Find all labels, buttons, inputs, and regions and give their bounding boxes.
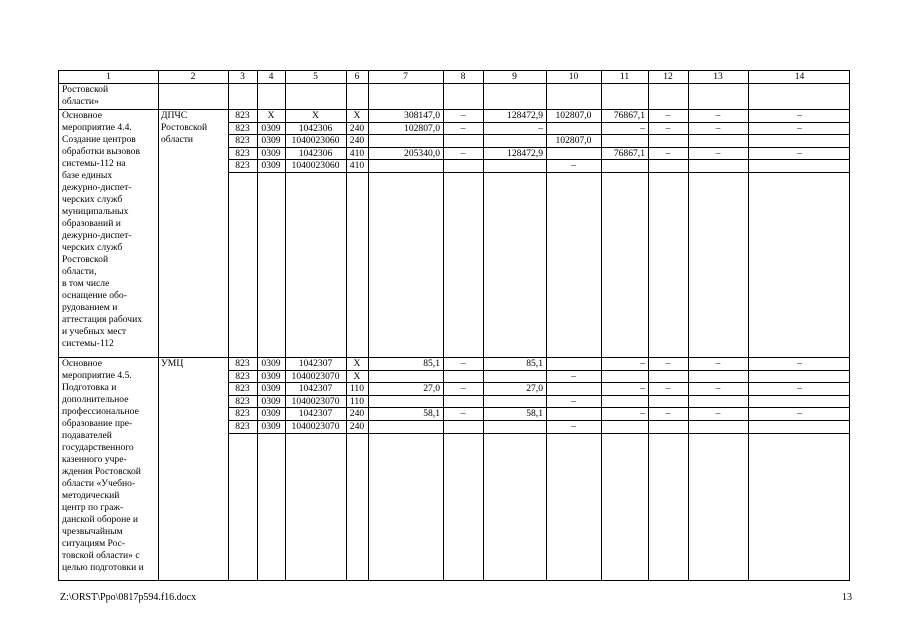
table-cell: – [715, 110, 721, 121]
table-cell: 110 [349, 395, 365, 407]
table-cell: – [538, 122, 543, 134]
table-cell: – [797, 122, 802, 134]
table-cell: 0309 [261, 383, 281, 395]
table-cell: 102807,0 [555, 110, 592, 121]
column-number: 14 [794, 71, 805, 82]
event2-description: Основное мероприятие 4.5. Подготовка и дополнительное профессиональное образование пре- подавателей государственного казенного учре- ждения Ростовской области «Учебно- методический центр по граж- данской обороне и чрезвычайным ситуациям Рос- товской области» с целью подготовки и [62, 358, 144, 573]
table-cell: – [640, 383, 645, 395]
column-number: 9 [512, 71, 517, 82]
table-cell: 0309 [261, 135, 281, 147]
table-cell: 1040023070 [291, 421, 340, 432]
table-cell: Х [267, 110, 275, 121]
table-cell: 0309 [261, 160, 281, 172]
table-cell: – [640, 122, 645, 134]
table-cell: – [571, 421, 576, 432]
table-cell: Х [312, 110, 319, 121]
table-cell: 85,1 [423, 358, 440, 369]
table-cell: 1040023060 [291, 160, 340, 172]
table-cell: 0309 [261, 421, 281, 432]
table-cell: 240 [349, 122, 365, 134]
table-cell: – [715, 383, 721, 395]
table-cell: 823 [235, 358, 250, 369]
table-cell: 110 [349, 383, 365, 395]
table-cell: – [460, 408, 466, 420]
table-cell: 1042306 [298, 122, 333, 134]
table-cell: – [640, 408, 645, 420]
table-cell: Х [353, 110, 361, 121]
column-number: 2 [190, 71, 196, 82]
table-cell: 823 [235, 421, 250, 432]
table-cell: – [665, 122, 671, 134]
table-cell: 27,0 [526, 383, 543, 395]
table-cell: – [715, 147, 721, 159]
sub-row-divider [228, 433, 849, 434]
table-cell: 0309 [261, 408, 281, 420]
table-cell: – [797, 408, 802, 420]
table-cell: – [460, 147, 466, 159]
table-cell: 76867,1 [613, 147, 645, 159]
table-cell: 410 [349, 160, 365, 172]
table-cell: 0309 [261, 358, 281, 369]
table-cell: 27,0 [423, 383, 440, 395]
table-cell: – [665, 383, 671, 395]
column-number: 11 [619, 71, 630, 82]
table-cell: 58,1 [526, 408, 543, 420]
event1-description: Основное мероприятие 4.4. Создание центров обработки вызовов системы-112 на базе единых дежурно-диспет- черских служб муниципальных образований и дежурно-диспет- черских служб Ростовской области, в том числе оснащение обо- рудованием и аттестация рабочих и учебных мест системы-112 [62, 110, 143, 349]
table-cell: 240 [349, 408, 365, 420]
column-number: 3 [240, 71, 245, 82]
table-cell: 1040023060 [291, 135, 340, 147]
table-cell: 0309 [261, 147, 281, 159]
table-cell: 0309 [261, 395, 281, 407]
table-cell: – [665, 110, 671, 121]
footer-file-path: Z:\ORST\Ppo\0817p594.f16.docx [60, 592, 197, 603]
table-cell: – [460, 383, 466, 395]
table-cell: 240 [349, 421, 365, 432]
table-cell: 823 [235, 110, 250, 121]
table-cell: 0309 [261, 370, 281, 382]
table-cell: – [797, 147, 802, 159]
table-cell: 308147,0 [404, 110, 440, 121]
table-cell: – [571, 395, 576, 407]
table-cell: Х [353, 358, 361, 369]
header-divider [59, 83, 849, 84]
table-cell: 1042306 [298, 147, 333, 159]
table-cell: 102807,0 [555, 135, 592, 147]
table-cell: 128472,9 [507, 147, 543, 159]
table-cell: – [797, 110, 802, 121]
table-cell: – [460, 110, 466, 121]
table-cell: 240 [349, 135, 365, 147]
table-cell: 58,1 [423, 408, 440, 420]
table-cell: – [640, 358, 645, 369]
table-cell: – [715, 408, 721, 420]
column-divider [158, 71, 159, 580]
table-cell: 823 [235, 135, 250, 147]
table-cell: 102807,0 [404, 122, 440, 134]
event2-executor: УМЦ [161, 358, 184, 369]
column-number: 13 [713, 71, 723, 82]
table-cell: – [460, 358, 466, 369]
table-cell: – [715, 358, 721, 369]
table-cell: 76867,1 [613, 110, 645, 121]
budget-table [58, 70, 850, 581]
table-cell: 823 [235, 395, 250, 407]
page-number: 13 [842, 592, 852, 603]
table-cell: 0309 [261, 122, 281, 134]
column-number: 8 [460, 71, 466, 82]
table-cell: – [571, 370, 576, 382]
column-number: 4 [268, 71, 274, 82]
table-cell: 410 [349, 147, 365, 159]
table-cell: – [797, 358, 802, 369]
column-number: 10 [568, 71, 579, 82]
table-cell: 205340,0 [404, 147, 440, 159]
table-cell: 823 [235, 370, 250, 382]
table-cell: 823 [235, 160, 250, 172]
table-cell: 823 [235, 147, 250, 159]
table-cell: 823 [235, 408, 250, 420]
table-cell: 1040023070 [291, 370, 340, 382]
table-cell: – [797, 383, 802, 395]
column-number: 12 [663, 71, 673, 82]
table-cell: – [665, 408, 671, 420]
sub-row-divider [228, 172, 849, 173]
table-cell: – [665, 358, 671, 369]
table-cell: – [571, 160, 576, 172]
table-cell: 1042307 [298, 358, 333, 369]
column-number: 6 [354, 71, 360, 82]
event1-executor: ДПЧС Ростовской области [161, 110, 208, 145]
table-cell: – [665, 147, 671, 159]
table-cell: – [460, 122, 466, 134]
table-cell: 823 [235, 383, 250, 395]
table-cell: 823 [235, 122, 250, 134]
table-cell: 1042307 [298, 408, 333, 420]
continuation-text: Ростовской области» [62, 84, 109, 107]
table-cell: 85,1 [526, 358, 543, 369]
table-cell: Х [353, 370, 361, 382]
column-number: 5 [313, 71, 318, 82]
table-cell: 128472,9 [507, 110, 543, 121]
column-number: 1 [106, 71, 111, 82]
table-cell: 1042307 [298, 383, 333, 395]
table-cell: 1040023070 [291, 395, 340, 407]
table-cell: – [715, 122, 721, 134]
column-number: 7 [403, 71, 408, 82]
